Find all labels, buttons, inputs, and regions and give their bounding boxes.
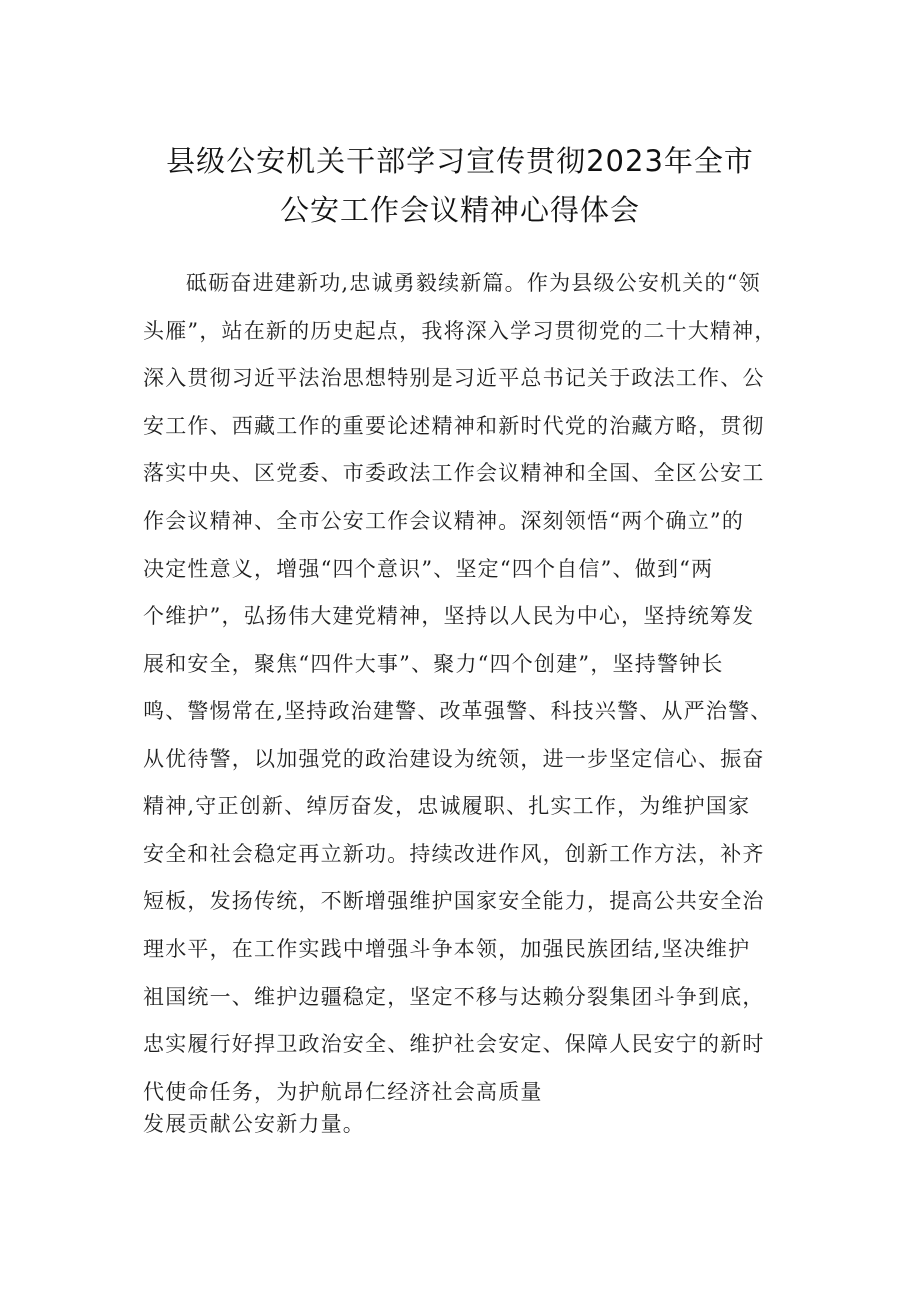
paragraph-line: 代使命任务，为护航昂仁经济社会高质量 (143, 1080, 543, 1104)
paragraph-line: 深入贯彻习近平法治思想特别是习近平总书记关于政法工作、公 (143, 366, 765, 390)
paragraph-line: 作会议精神、全市公安工作会议精神。深刻领悟“两个确立”的 (143, 509, 745, 533)
paragraph-line: 从优待警，以加强党的政治建设为统领，进一步坚定信心、振奋 (143, 747, 765, 771)
paragraph-line: 安全和社会稳定再立新功。持续改进作风，创新工作方法，补齐 (143, 842, 765, 866)
paragraph-line: 祖国统一、维护边疆稳定，坚定不移与达赖分裂集团斗争到底， (143, 985, 765, 1009)
document-title-line-2: 公安工作会议精神心得体会 (279, 193, 640, 227)
document-title-line-1: 县级公安机关干部学习宣传贯彻2023年全市 (166, 144, 754, 178)
paragraph-line: 鸣、警惕常在,坚持政治建警、改革强警、科技兴警、从严治警、 (143, 699, 773, 723)
paragraph-line: 理水平，在工作实践中增强斗争本领，加强民族团结,坚决维护 (143, 937, 751, 961)
paragraph-line: 决定性意义，增强“四个意识”、坚定“四个自信”、做到“两 (143, 557, 714, 581)
paragraph-line: 忠实履行好捍卫政治安全、维护社会安定、保障人民安宁的新时 (143, 1032, 765, 1056)
paragraph-line: 展和安全，聚焦“四件大事”、聚力“四个创建”，坚持警钟长 (143, 652, 724, 676)
paragraph-line: 发展贡献公安新力量。 (143, 1112, 365, 1136)
paragraph-line: 头雁”，站在新的历史起点，我将深入学习贯彻党的二十大精神， (143, 319, 777, 343)
paragraph-line: 落实中央、区党委、市委政法工作会议精神和全国、全区公安工 (143, 461, 765, 485)
paragraph-line: 精神,守正创新、绰厉奋发，忠诚履职、扎实工作，为维护国家 (143, 794, 751, 818)
paragraph-line: 安工作、西藏工作的重要论述精神和新时代党的治藏方略，贯彻 (143, 414, 765, 438)
paragraph-line: 短板，发扬传统，不断增强维护国家安全能力，提高公共安全治 (143, 889, 765, 913)
paragraph-line: 砥砺奋进建新功,忠诚勇毅续新篇。作为县级公安机关的“领 (186, 271, 761, 295)
paragraph-line: 个维护”，弘扬伟大建党精神，坚持以人民为中心，坚持统筹发 (143, 604, 755, 628)
